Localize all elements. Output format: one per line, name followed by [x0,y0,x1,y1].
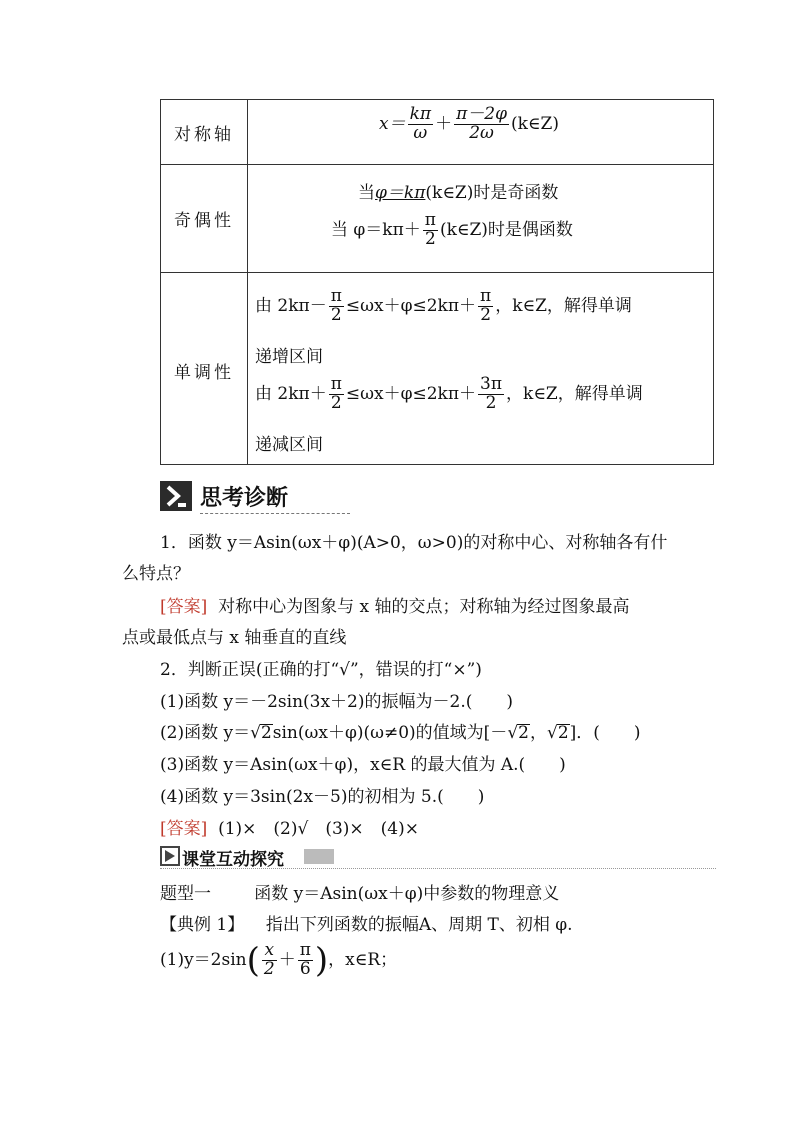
answer-tag: [答案] [160,597,208,617]
section-underline [200,513,350,514]
fraction [423,212,438,249]
parity-line-odd [358,178,558,203]
table-divider [247,100,248,464]
paren-open: ( [246,940,260,981]
section-decoration [304,849,334,864]
item-text: (2)函数 y＝ [160,723,251,743]
type-text: 函数 y＝Asin(ωx＋φ)中参数的物理意义 [254,884,560,904]
q2-item4: (4)函数 y＝3sin(2x－5)的初相为 5.( ) [160,787,485,807]
fraction-numerator: π [330,374,342,394]
parity-condition: φ＝kπ [375,183,426,203]
section-arrow-icon [160,481,192,511]
q1-line1: 1．函数 y＝Asin(ωx＋φ)(A>0，ω>0)的对称中心、对称轴各有什 [160,533,668,553]
fraction-denominator: 2 [330,392,342,413]
fraction [329,288,344,325]
mono-decreasing-condition [255,376,643,413]
formula-text: (1)y＝2sin [160,949,247,970]
fraction [298,942,313,979]
fraction-denominator: 2 [480,304,492,325]
parity-pre: 当 φ＝kπ＋ [331,219,421,240]
fraction-numerator: 3π [480,374,503,394]
parity-post: (k∈Z)时是偶函数 [439,219,573,240]
q2-item1: (1)函数 y＝－2sin(3x＋2)的振幅为－2.( ) [160,692,513,712]
item-text: sin(ωx＋φ)(ω≠0)的值域为[－ [272,723,508,743]
sqrt-radicand: 2 [518,723,529,743]
mono-increasing-condition [255,288,632,325]
plus-sign: ＋ [435,113,453,134]
section-underline [160,868,716,869]
q1-line2: 么特点？ [122,564,190,584]
q1-answer-line2: 点或最低点与 x 轴垂直的直线 [122,628,347,648]
section-arrow-icon [160,846,180,866]
example1 [160,910,573,935]
mono-decreasing-label: 递减区间 [255,435,323,455]
fraction-numerator: kπ [409,104,432,124]
fraction-denominator: 2 [424,228,436,249]
paren-close: ) [314,940,329,981]
fraction [329,376,344,413]
fraction-denominator: 2 [263,958,275,979]
fraction [454,106,509,143]
mono-text: ≤ωx＋φ≤2kπ＋ [345,383,477,404]
fraction-denominator: ω [413,122,428,143]
row-label-parity: 奇偶性 [174,211,234,231]
type1-heading [160,879,559,904]
mono-increasing-label: 递增区间 [255,347,323,367]
answer-text: 对称中心为图象与 x 轴的交点；对称轴为经过图象最高 [218,597,630,617]
fraction-denominator: 2ω [469,122,494,143]
type-label: 题型一 [160,884,211,904]
row-label-monotonicity: 单调性 [174,363,234,383]
example-tag: 【典例 1】 [160,915,245,935]
plus-sign: ＋ [278,949,296,970]
fraction-numerator: π [299,940,311,960]
q2-item3: (3)函数 y＝Asin(ωx＋φ)，x∈R 的最大值为 A.( ) [160,755,566,775]
q2-intro: 2．判断正误(正确的打“√”，错误的打“×”) [160,660,482,680]
section-title: 课堂互动探究 [182,850,284,870]
properties-table [160,99,714,465]
table-divider [161,272,713,273]
q2-item2: (2)函数 y＝√2sin(ωx＋φ)(ω≠0)的值域为[－√2，√2]．( ) [160,723,641,743]
fraction [262,942,277,979]
fraction-numerator: π [330,286,342,306]
axis-lhs: x＝ [379,113,406,134]
answer-tag: [答案] [160,819,208,839]
fraction-denominator: 2 [485,392,497,413]
parity-line-even [331,212,573,249]
fraction-denominator: 6 [299,958,311,979]
parity-post: (k∈Z)时是奇函数 [425,183,559,203]
q2-answers [160,814,419,839]
sqrt-radicand: 2 [557,723,569,743]
table-divider [161,164,713,165]
q1-answer-line1 [160,592,629,617]
fraction-numerator: π－2φ [456,104,507,124]
axis-formula [379,106,559,143]
parity-pre: 当 [358,183,375,203]
fraction [478,376,504,413]
mono-text: 由 2kπ＋ [255,383,327,404]
sqrt-radicand: 2 [260,723,272,743]
section-title: 思考诊断 [200,486,289,511]
item-text: ]．( ) [569,723,641,743]
fraction [408,106,433,143]
item-text: ， [529,723,547,743]
fraction [478,288,493,325]
mono-text: ≤ωx＋φ≤2kπ＋ [345,295,477,316]
example-text: 指出下列函数的振幅A、周期 T、初相 φ. [265,915,573,935]
fraction-denominator: 2 [330,304,342,325]
part1-formula [160,942,397,979]
formula-text: ，x∈R； [328,949,398,970]
fraction-numerator: π [424,210,436,230]
row-label-axis: 对称轴 [174,125,234,145]
mono-text: 由 2kπ－ [255,295,327,316]
fraction-numerator: x [262,942,277,961]
axis-tail: (k∈Z) [510,113,559,134]
answer-text: (1)× (2)√ (3)× (4)× [218,819,419,839]
fraction-numerator: π [480,286,492,306]
mono-text: ，k∈Z，解得单调 [495,295,632,316]
mono-text: ，k∈Z，解得单调 [506,383,643,404]
